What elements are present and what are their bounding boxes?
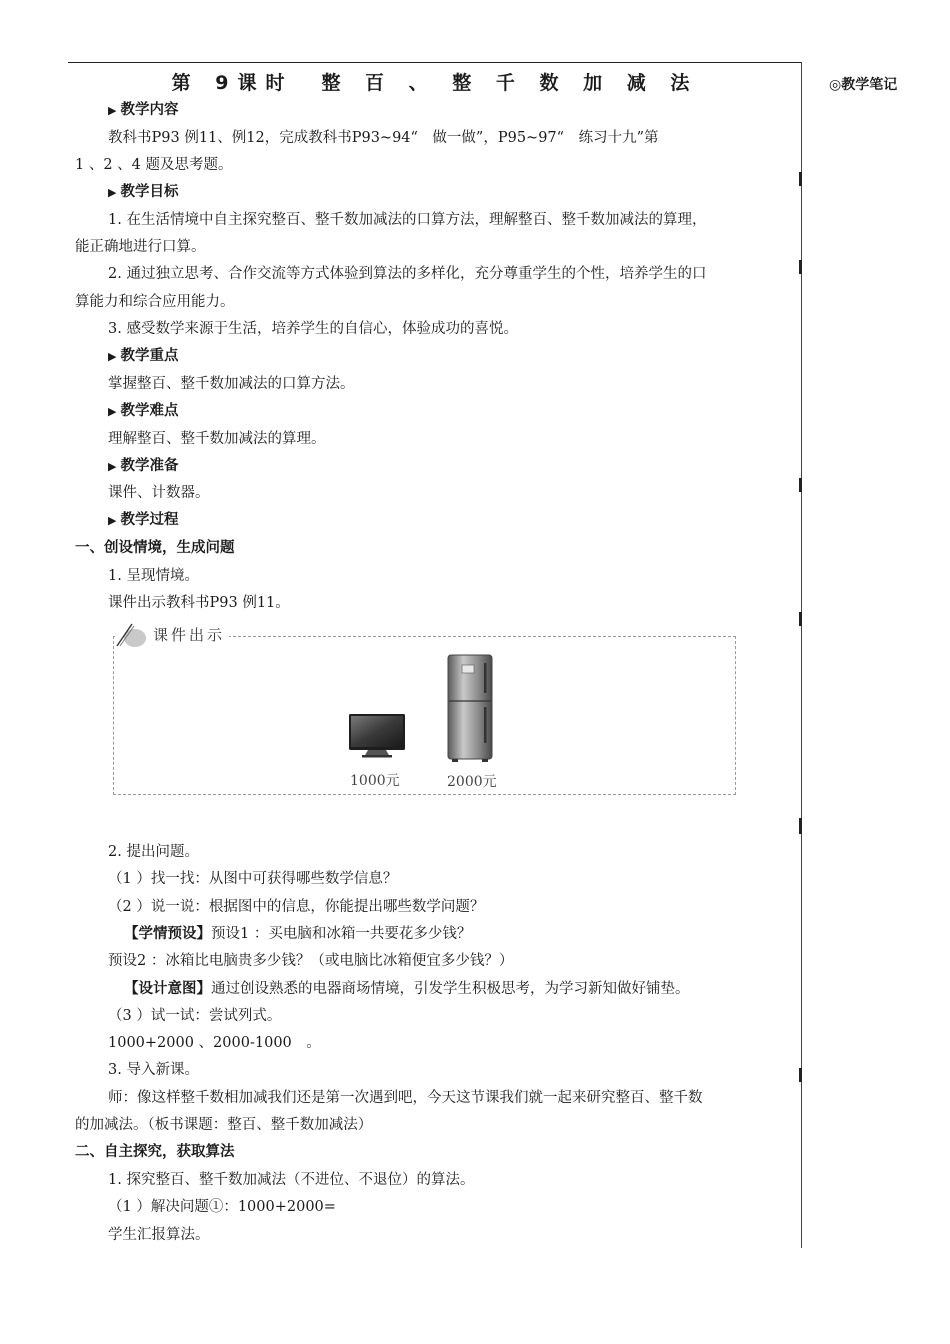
triangle-bullet-icon: ▶ — [108, 186, 117, 199]
paragraph: 2. 提出问题。 — [108, 844, 199, 860]
tv-image — [348, 712, 406, 758]
paragraph: 3. 导入新课。 — [108, 1062, 199, 1078]
tag-design-intent: 【设计意图】 — [124, 981, 211, 997]
heading-text: 教学难点 — [120, 403, 179, 419]
paragraph: 1. 在生活情境中自主探究整百、整千数加减法的口算方法，理解整百、整千数加减法的算理， — [108, 212, 707, 228]
heading-preparation — [108, 456, 178, 477]
paragraph: 师：像这样整千数相加减我们还是第一次遇到吧，今天这节课我们就一起来研究整百、整千数 — [108, 1090, 703, 1106]
section-heading: 一、创设情境，生成问题 — [75, 540, 235, 556]
tv-price: 1000元 — [350, 773, 400, 789]
paragraph: 1. 呈现情境。 — [108, 568, 199, 584]
divider-mark — [799, 612, 802, 626]
paragraph: 算能力和综合应用能力。 — [75, 294, 235, 310]
triangle-bullet-icon: ▶ — [108, 405, 117, 418]
lesson-title: 第 9课时 整 百 、 整 千 数 加 减 法 — [171, 72, 699, 94]
paragraph: 教科书P93 例11、例12，完成教科书P93~94“ 做一做”，P95~97“ 练习十九”第 — [108, 130, 659, 146]
heading-text: 教学准备 — [120, 458, 179, 474]
pencil-icon — [115, 620, 151, 648]
paragraph: 3. 感受数学来源于生活，培养学生的自信心，体验成功的喜悦。 — [108, 321, 518, 337]
courseware-label: 课件出示 — [153, 625, 226, 644]
triangle-bullet-icon: ▶ — [108, 104, 117, 117]
heading-process — [108, 510, 178, 531]
heading-text: 教学过程 — [120, 512, 179, 528]
heading-key-points — [108, 346, 178, 367]
heading-teaching-goals — [108, 182, 178, 203]
paragraph: （3 ）试一试：尝试列式。 — [108, 1008, 282, 1024]
top-rule — [68, 62, 802, 63]
tag-student-preset: 【学情预设】 — [124, 926, 211, 942]
paragraph: 能正确地进行口算。 — [75, 239, 206, 255]
courseware-figure — [113, 636, 736, 795]
paragraph: 1 、2 、4 题及思考题。 — [75, 157, 233, 173]
section-heading: 二、自主探究，获取算法 — [75, 1144, 235, 1160]
heading-text: 教学目标 — [120, 184, 179, 200]
paragraph: 2. 通过独立思考、合作交流等方式体验到算法的多样化，充分尊重学生的个性，培养学生的口 — [108, 266, 707, 282]
teaching-notes-label: ◎教学笔记 — [829, 77, 898, 93]
paragraph: 的加减法。（板书课题：整百、整千数加减法） — [75, 1117, 373, 1133]
paragraph: 课件、计数器。 — [108, 485, 210, 501]
paragraph: 理解整百、整千数加减法的算理。 — [108, 431, 326, 447]
triangle-bullet-icon: ▶ — [108, 350, 117, 363]
paragraph: 掌握整百、整千数加减法的口算方法。 — [108, 376, 355, 392]
paragraph — [124, 979, 690, 999]
fridge-price: 2000元 — [447, 774, 497, 790]
courseware-tag — [115, 620, 229, 648]
paragraph: （1 ）找一找：从图中可获得哪些数学信息？ — [108, 871, 398, 887]
triangle-bullet-icon: ▶ — [108, 460, 117, 473]
paragraph: 预设2 ：冰箱比电脑贵多少钱？（或电脑比冰箱便宜多少钱？） — [108, 953, 514, 969]
paragraph: 学生汇报算法。 — [108, 1227, 210, 1243]
paragraph: 1. 探究整百、整千数加减法（不进位、不退位）的算法。 — [108, 1172, 475, 1188]
paragraph: 1000+2000 、2000-1000 。 — [108, 1035, 321, 1051]
refrigerator-image — [446, 653, 496, 763]
divider-mark — [799, 260, 802, 274]
divider-mark — [799, 1068, 802, 1082]
paragraph-text: 预设1 ：买电脑和冰箱一共要花多少钱？ — [211, 926, 472, 942]
paragraph-text: 通过创设熟悉的电器商场情境，引发学生积极思考，为学习新知做好铺垫。 — [211, 981, 690, 997]
heading-difficulties — [108, 401, 178, 422]
heading-teaching-content — [108, 100, 178, 121]
paragraph: 课件出示教科书P93 例11。 — [108, 595, 290, 611]
heading-text: 教学重点 — [120, 348, 179, 364]
divider-mark — [799, 478, 802, 492]
paragraph — [124, 924, 471, 944]
triangle-bullet-icon: ▶ — [108, 514, 117, 527]
heading-text: 教学内容 — [120, 102, 179, 118]
divider-mark — [799, 818, 802, 834]
paragraph: （2 ）说一说：根据图中的信息，你能提出哪些数学问题？ — [108, 899, 485, 915]
paragraph: （1 ）解决问题①：1000+2000= — [108, 1199, 336, 1215]
divider-mark — [799, 172, 802, 186]
